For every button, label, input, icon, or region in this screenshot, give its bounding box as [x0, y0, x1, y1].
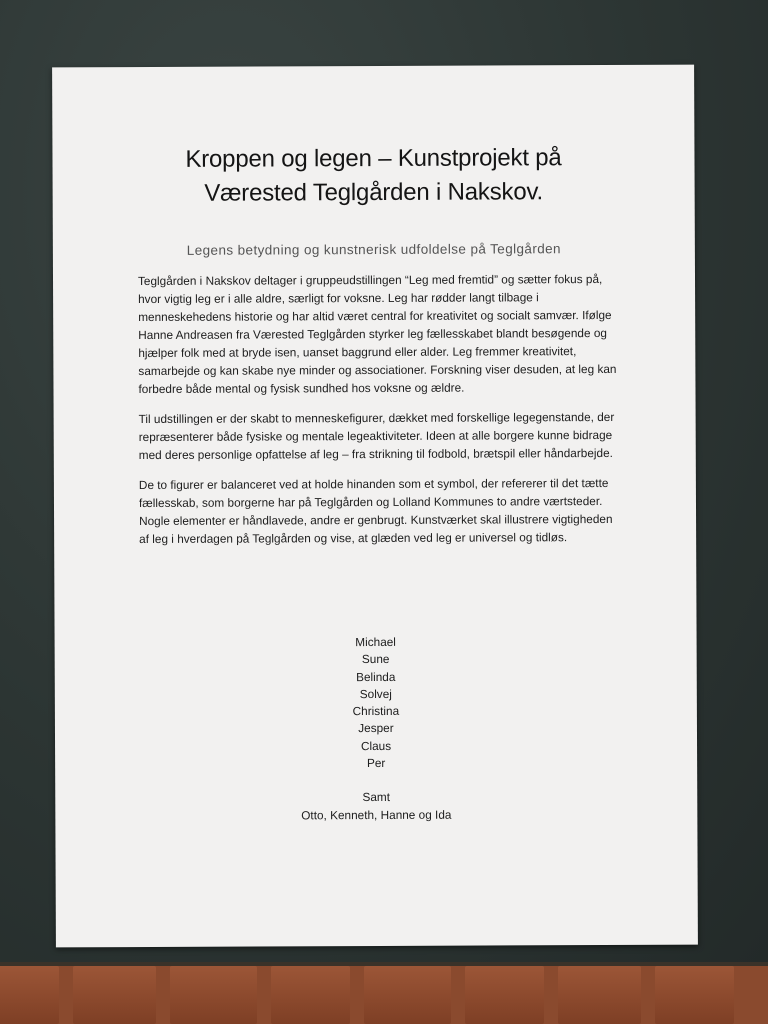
paragraph-3: De to figurer er balanceret ved at holde hinanden som et symbol, der refererer til det tætte fællesskab, som borgerne har på Teglgården og Lolland Kommunes to andre værtsteder. Nogle elementer er håndlavede, andre er genbrugt. Kunstværket skal illustrere vigtigheden af leg i hverdagen på Teglgården og vise, at glæden ved leg er universel og tidløs. — [138, 475, 613, 547]
title-line-2: Værested Teglgården i Nakskov. — [204, 178, 544, 207]
notice-body — [138, 270, 619, 560]
participant-names — [55, 633, 698, 826]
participant-name: Sune — [361, 652, 390, 667]
participant-name: Solvej — [359, 686, 392, 701]
samt-label: Samt — [362, 790, 391, 805]
brick-ledge — [0, 962, 768, 1024]
paragraph-1: Teglgården i Nakskov deltager i gruppeudstillingen “Leg med fremtid” og sætter fokus på, hvor vigtig leg er i alle aldre, særligt for voksne. Leg har rødder langt tilbage i menneskehedens historie og har altid været central for kreativitet og socialt samvær. Ifølge Hanne Andreasen fra Værested Teglgården styrker leg fællesskabet blandt besøgende og hjælper folk med at bryde isen, uanset baggrund eller alder. Leg fremmer kreativitet, samarbejde og kan skabe nye minder og associationer. Forskning viser desuden, at leg kan forbedre både mental og fysisk sundhed hos voksne og ældre. — [137, 272, 617, 397]
title-line-1: Kroppen og legen – Kunstprojekt på — [185, 144, 562, 173]
participant-name: Per — [366, 756, 386, 771]
notice-subtitle: Legens betydning og kunstnerisk udfoldelse på Teglgården — [186, 241, 561, 258]
participant-name: Belinda — [356, 669, 396, 684]
paragraph-2: Til udstillingen er der skabt to menneskefigurer, dækket med forskellige legegenstande, der repræsenterer både fysiske og mentale legeaktiviteter. Ideen at alle borgere kunne bidrage med deres personlige opfattelse af leg – fra strikning til fodbold, brætspil eller håndarbejde. — [138, 409, 615, 463]
notice-title — [52, 141, 694, 212]
participant-name: Michael — [355, 634, 396, 650]
samt-names: Otto, Kenneth, Hanne og Ida — [301, 807, 452, 822]
participant-name: Christina — [352, 704, 400, 719]
participant-name: Jesper — [358, 721, 394, 736]
participant-name: Claus — [360, 738, 392, 753]
notice-paper — [52, 65, 698, 948]
